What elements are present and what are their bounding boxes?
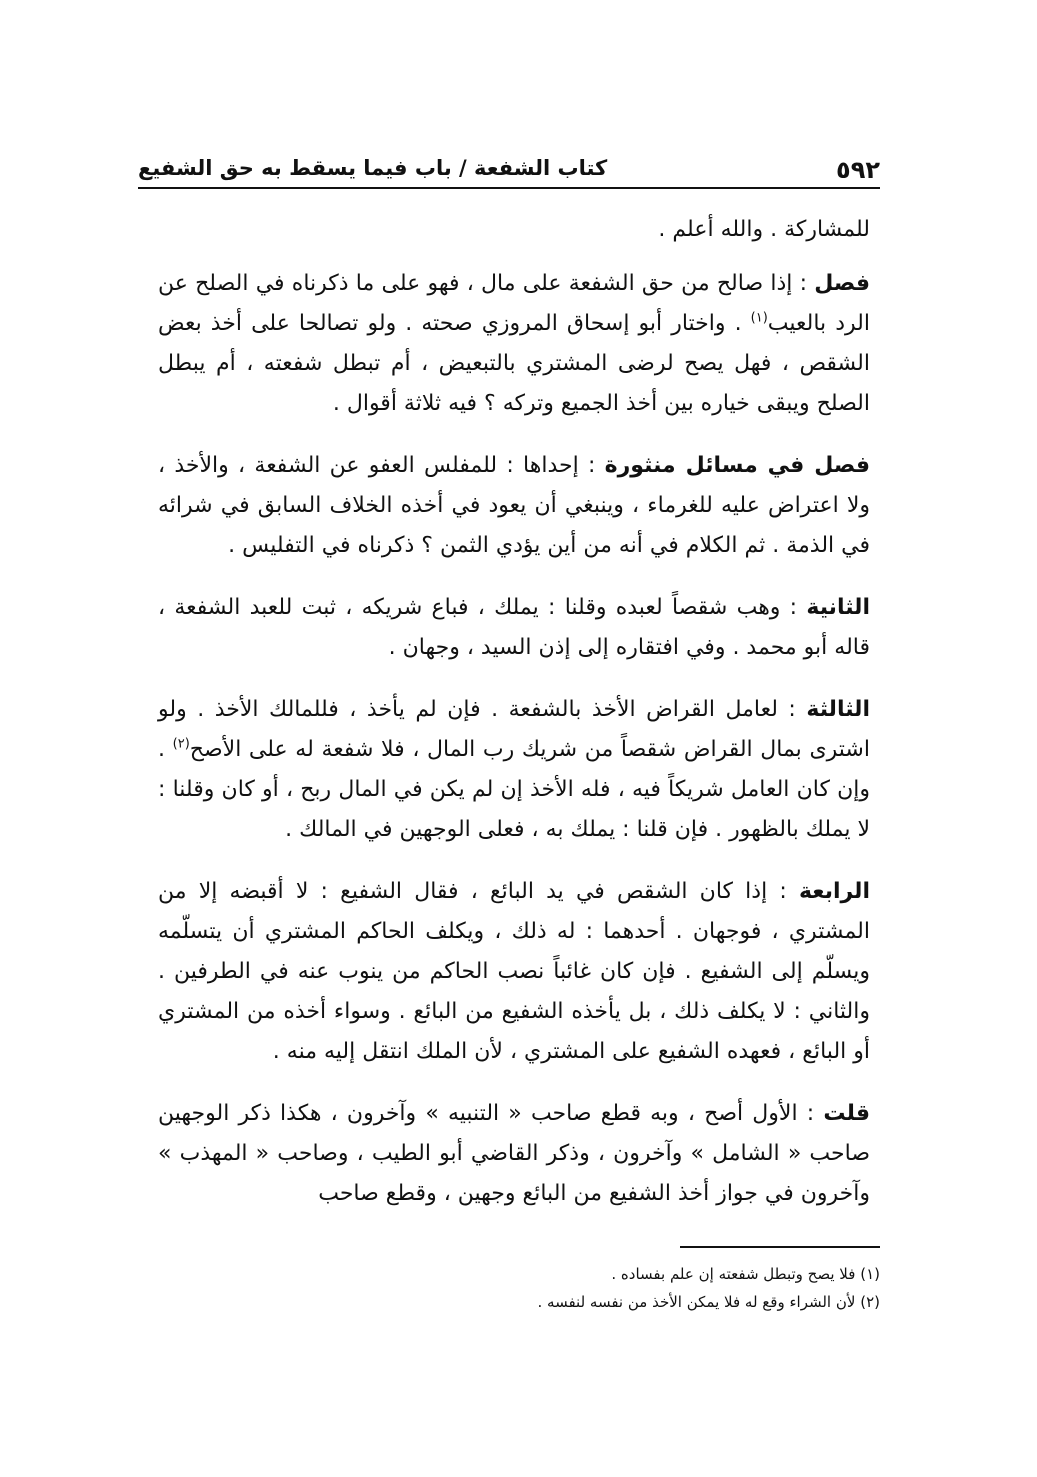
paragraph-continuation — [158, 210, 870, 250]
paragraph-fourth — [158, 872, 870, 1072]
paragraph-qultu — [158, 1094, 870, 1214]
footnote-mark: (١) — [860, 1265, 880, 1283]
paragraph-text: للمشاركة . والله أعلم . — [658, 217, 870, 242]
running-title: كتاب الشفعة / باب فيما يسقط به حق الشفيع — [138, 156, 608, 180]
footnotes — [158, 1260, 880, 1316]
footnote-2 — [158, 1288, 880, 1316]
paragraph-text: : وهب شقصاً لعبده وقلنا : يملك ، فباع شريكه ، ثبت للعبد الشفعة ، قاله أبو محمد . وفي افتقاره إلى إذن السيد ، وجهان . — [158, 595, 870, 660]
paragraph-lead: الرابعة — [798, 879, 870, 904]
footnote-1 — [158, 1260, 880, 1288]
paragraph-text: : إحداها : للمفلس العفو عن الشفعة ، والأخذ ، ولا اعتراض عليه للغرماء ، وينبغي أن يعود في أخذه الخلاف السابق في شرائه في الذمة . ثم الكلام في أنه من أين يؤدي الثمن ؟ ذكرناه في التفليس . — [158, 453, 870, 558]
page-number: ٥٩٢ — [836, 156, 880, 184]
footnote-text: لأن الشراء وقع له فلا يمكن الأخذ من نفسه لنفسه . — [537, 1293, 856, 1311]
footnote-divider — [680, 1246, 880, 1248]
footnote-ref: (٢) — [172, 736, 190, 752]
main-text — [158, 210, 870, 1236]
paragraph-lead: الثالثة — [806, 697, 870, 722]
paragraph-text-after: . وإن كان العامل شريكاً فيه ، فله الأخذ إن لم يكن في المال ربح ، أو كان وقلنا : لا يملك بالظهور . فإن قلنا : يملك به ، فعلى الوجهين في المالك . — [158, 737, 870, 842]
paragraph-second — [158, 588, 870, 668]
paragraph-text: : لعامل القراض الأخذ بالشفعة . فإن لم يأخذ ، فللمالك الأخذ . ولو اشترى بمال القراض شقصاً من شريك رب المال ، فلا شفعة له على الأصح — [158, 697, 870, 762]
paragraph-lead: فصل في مسائل منثورة — [604, 453, 870, 478]
paragraph-fasl-sulh — [158, 264, 870, 424]
header-divider — [138, 187, 880, 189]
paragraph-lead: قلت — [823, 1101, 870, 1126]
footnote-text: فلا يصح وتبطل شفعته إن علم بفساده . — [611, 1265, 856, 1283]
footnote-mark: (٢) — [860, 1293, 880, 1311]
paragraph-text-after: . واختار أبو إسحاق المروزي صحته . ولو تصالحا على أخذ بعض الشقص ، فهل يصح لرضى المشتري بالتبعيض ، أم تبطل شفعته ، أم يبطل الصلح ويبقى خياره بين أخذ الجميع وتركه ؟ فيه ثلاثة أقوال . — [158, 311, 870, 416]
paragraph-lead: الثانية — [806, 595, 870, 620]
page-header — [138, 150, 880, 186]
paragraph-third — [158, 690, 870, 850]
paragraph-lead: فصل — [814, 271, 870, 296]
paragraph-text: : الأول أصح ، وبه قطع صاحب « التنبيه » وآخرون ، هكذا ذكر الوجهين صاحب « الشامل » وآخرون ، وذكر القاضي أبو الطيب ، وصاحب « المهذب » وآخرون في جواز أخذ الشفيع من البائع وجهين ، وقطع صاحب — [158, 1101, 870, 1206]
footnote-ref: (١) — [750, 310, 768, 326]
paragraph-fasl-masail — [158, 446, 870, 566]
paragraph-text: : إذا صالح من حق الشفعة على مال ، فهو على ما ذكرناه في الصلح عن الرد بالعيب — [158, 271, 870, 336]
paragraph-text: : إذا كان الشقص في يد البائع ، فقال الشفيع : لا أقبضه إلا من المشتري ، فوجهان . أحدهما : له ذلك ، ويكلف الحاكم المشتري أن يتسلّمه ويسلّم إلى الشفيع . فإن كان غائباً نصب الحاكم من ينوب عنه في الطرفين . والثاني : لا يكلف ذلك ، بل يأخذه الشفيع من البائع . وسواء أخذه من المشتري أو البائع ، فعهده الشفيع على المشتري ، لأن الملك انتقل إليه منه . — [158, 879, 870, 1064]
